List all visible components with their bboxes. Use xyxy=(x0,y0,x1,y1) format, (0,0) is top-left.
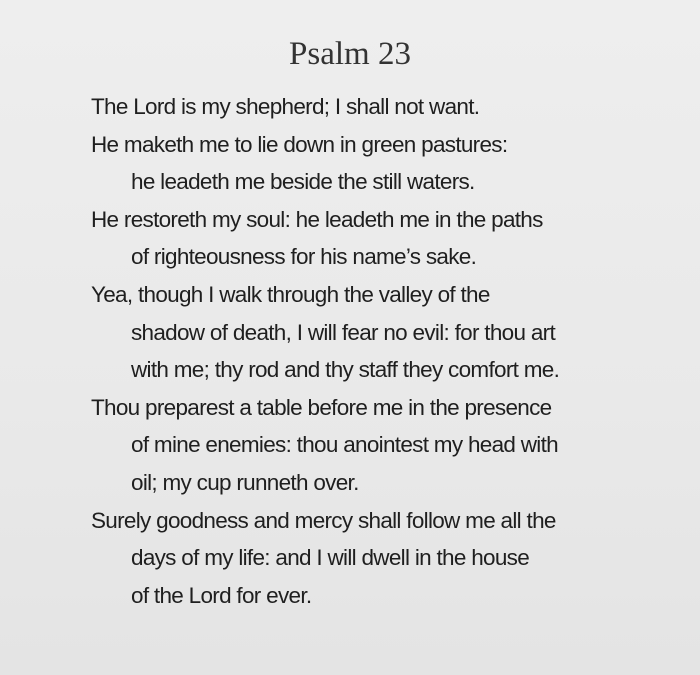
verse-6 xyxy=(91,502,691,615)
verse-line: Yea, though I walk through the valley of the xyxy=(91,281,490,307)
verse-line: of righteousness for his name’s sake. xyxy=(131,244,477,270)
verse-line: Thou preparest a table before me in the presence xyxy=(91,394,552,420)
verse-line: He restoreth my soul: he leadeth me in the paths xyxy=(91,206,543,232)
verse-line: shadow of death, I will fear no evil: for thou art xyxy=(131,319,555,345)
verse-line: with me; thy rod and thy staff they comfort me. xyxy=(131,357,560,383)
verse-line: days of my life: and I will dwell in the house xyxy=(131,545,530,571)
verse-2 xyxy=(91,126,691,201)
psalm-text xyxy=(91,88,691,614)
verse-5 xyxy=(91,389,691,502)
verse-1 xyxy=(91,88,691,126)
verse-line: he leadeth me beside the still waters. xyxy=(131,169,475,195)
verse-line: of the Lord for ever. xyxy=(131,582,312,608)
page-title: Psalm 23 xyxy=(289,36,411,72)
verse-line: oil; my cup runneth over. xyxy=(131,469,359,495)
verse-line: He maketh me to lie down in green pastures: xyxy=(91,131,508,157)
verse-line: Surely goodness and mercy shall follow me all the xyxy=(91,507,556,533)
verse-3 xyxy=(91,201,691,276)
verse-line: of mine enemies: thou anointest my head with xyxy=(131,432,558,458)
verse-4 xyxy=(91,276,691,389)
verse-line: The Lord is my shepherd; I shall not want. xyxy=(91,94,480,119)
